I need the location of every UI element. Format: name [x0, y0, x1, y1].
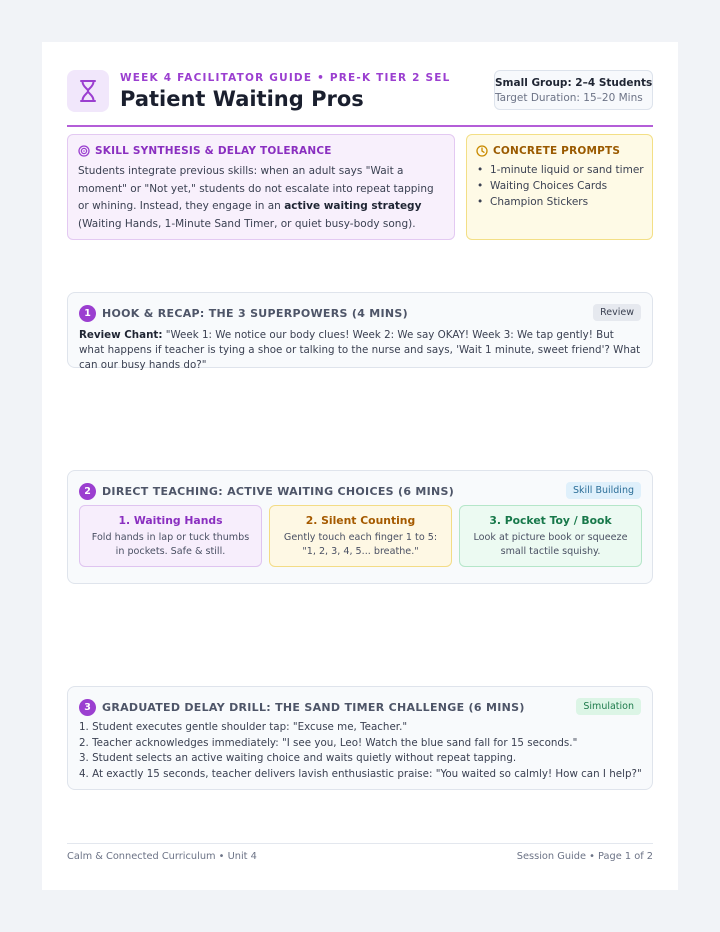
hourglass-icon: [67, 70, 109, 112]
list-item: 4. At exactly 15 seconds, teacher delivers lavish enthusiastic praise: "You waited so calmly! How can I help?": [79, 767, 642, 780]
section-number: 1: [79, 305, 96, 322]
target-duration: Target Duration: 15–20 Mins: [495, 92, 643, 104]
list-item: • 1-minute liquid or sand timer: [476, 162, 642, 178]
skill-card-text: Students integrate previous skills: when an adult says "Wait a moment" or "Not yet," students do not escalate into repeat tapping or whining. Instead, they engage in an active waiting strategy (Waiting Hands, 1-Minute Sand Timer, or quiet busy-body song).: [78, 165, 434, 230]
prompts-list: [476, 162, 642, 210]
list-item: 2. Teacher acknowledges immediately: "I see you, Leo! Watch the blue sand fall for 15 seconds.": [79, 736, 578, 749]
guide-eyebrow: WEEK 4 FACILITATOR GUIDE • PRE-K TIER 2 SEL: [120, 72, 451, 84]
choice-pocket-toy: [459, 505, 642, 567]
footer-page-info: Session Guide • Page 1 of 2: [516, 851, 653, 862]
header-divider: [67, 125, 653, 127]
section-number: 2: [79, 483, 96, 500]
review-chant-label: Review Chant:: [79, 329, 163, 341]
choice-title: 2. Silent Counting: [305, 514, 416, 527]
prompts-card-heading: CONCRETE PROMPTS: [493, 145, 621, 157]
review-chant: Review Chant: "Week 1: We notice our body clues! Week 2: We say OKAY! Week 3: We tap gently! But what happens if teacher is tying a shoe or talking to the nurse and says, 'Wait 1 minute, sweet friend'? What can our busy hands do?": [79, 329, 641, 371]
choice-title: 3. Pocket Toy / Book: [489, 514, 612, 527]
footer-curriculum: Calm & Connected Curriculum • Unit 4: [67, 851, 257, 862]
section-title: GRADUATED DELAY DRILL: THE SAND TIMER CHALLENGE (6 MINS): [102, 700, 525, 714]
target-icon: [78, 142, 90, 161]
facilitator-guide-page: [42, 42, 678, 890]
skill-building-badge: Skill Building: [566, 482, 641, 499]
page-title: Patient Waiting Pros: [120, 87, 364, 111]
drill-steps: [79, 720, 641, 782]
list-item: 1. Student executes gentle shoulder tap: "Excuse me, Teacher.": [79, 721, 408, 733]
simulation-badge: Simulation: [576, 698, 641, 715]
review-badge: Review: [593, 304, 641, 321]
skill-synthesis-card: [67, 134, 455, 240]
hook-recap-section: [67, 292, 653, 371]
concrete-prompts-card: [466, 134, 653, 240]
page-header: [67, 70, 653, 126]
section-title: DIRECT TEACHING: ACTIVE WAITING CHOICES (6 MINS): [102, 484, 455, 498]
choice-description: Fold hands in lap or tuck thumbs in pockets. Safe & still.: [91, 532, 250, 557]
group-size: Small Group: 2–4 Students: [495, 77, 653, 89]
list-item: • Waiting Choices Cards: [476, 178, 642, 194]
section-number: 3: [79, 699, 96, 716]
skill-card-heading: SKILL SYNTHESIS & DELAY TOLERANCE: [95, 145, 332, 157]
delay-drill-section: [67, 686, 653, 790]
active-waiting-strategy: active waiting strategy: [284, 200, 422, 212]
choice-description: Gently touch each finger 1 to 5: "1, 2, 3, 4, 5... breathe.": [283, 532, 438, 557]
choice-waiting-hands: [79, 505, 262, 567]
session-meta: [494, 70, 653, 110]
direct-teaching-section: [67, 470, 653, 584]
section-title: HOOK & RECAP: THE 3 SUPERPOWERS (4 MINS): [102, 306, 408, 320]
choice-silent-counting: [269, 505, 452, 567]
choice-description: Look at picture book or squeeze small tactile squishy.: [473, 532, 628, 557]
clock-icon: [476, 142, 488, 161]
list-item: • Champion Stickers: [476, 194, 642, 210]
choice-title: 1. Waiting Hands: [118, 514, 223, 527]
list-item: 3. Student selects an active waiting choice and waits quietly without repeat tapping.: [79, 752, 517, 764]
footer-divider: [67, 843, 653, 844]
